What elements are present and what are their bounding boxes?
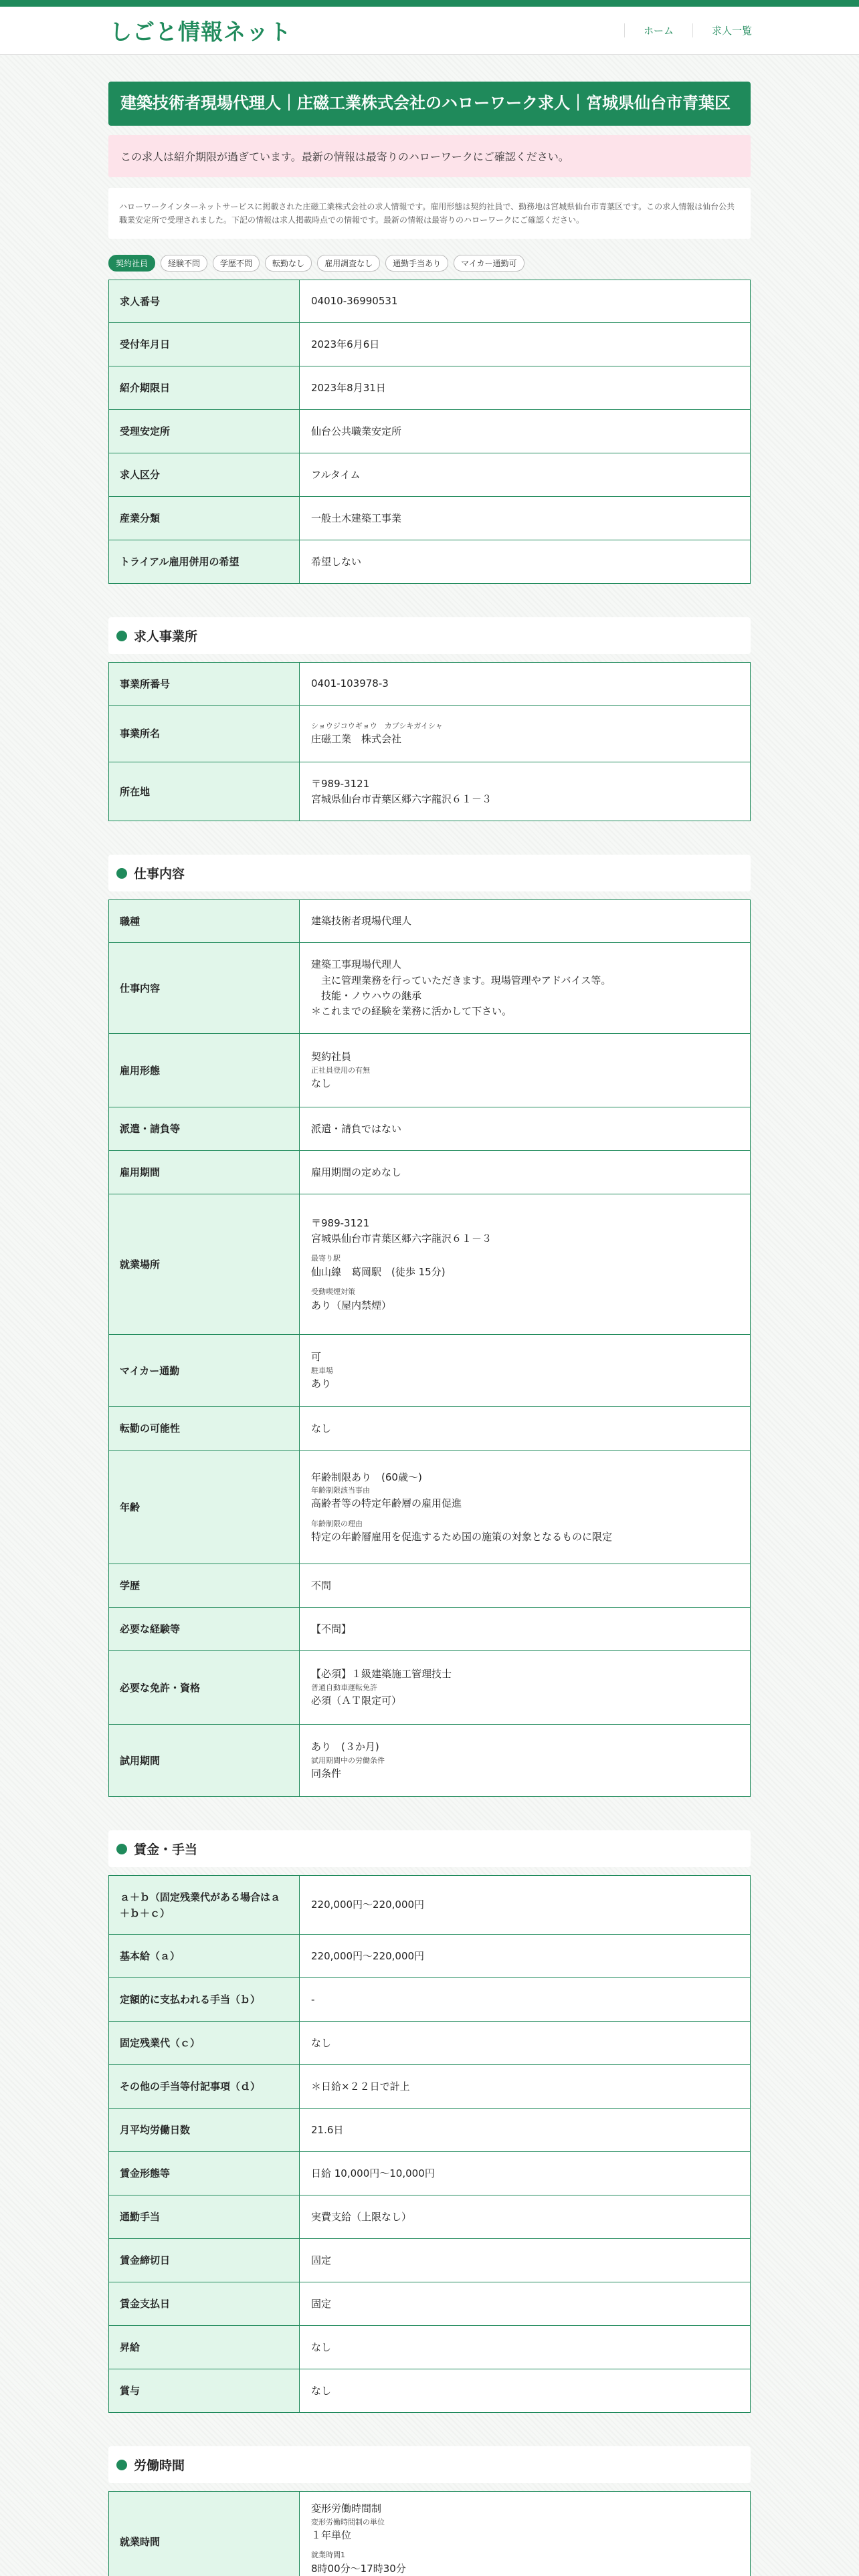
basic-info-table bbox=[108, 280, 751, 584]
row-value: なし bbox=[300, 2326, 751, 2369]
table-row bbox=[109, 663, 751, 706]
row-value: 実費支給（上限なし） bbox=[300, 2195, 751, 2239]
table-row bbox=[109, 2022, 751, 2065]
row-value bbox=[300, 2492, 751, 2576]
row-label: 賃金支払日 bbox=[109, 2282, 300, 2326]
sub-label: 年齢制限の理由 bbox=[311, 1519, 363, 1528]
row-label: 職種 bbox=[109, 900, 300, 943]
row-value: 不問 bbox=[300, 1564, 751, 1608]
place-zip: 〒989-3121 bbox=[311, 1216, 370, 1229]
table-row bbox=[109, 1876, 751, 1935]
bullet-dot-icon bbox=[116, 868, 127, 879]
row-label: 就業時間 bbox=[109, 2492, 300, 2576]
row-label: 賃金締切日 bbox=[109, 2239, 300, 2282]
driver-license: 必須（ＡＴ限定可） bbox=[311, 1695, 402, 1707]
row-label: トライアル雇用併用の希望 bbox=[109, 540, 300, 584]
row-label: ａ＋ｂ（固定残業代がある場合はａ＋ｂ＋ｃ） bbox=[109, 1876, 300, 1935]
tag-no-transfer: 転勤なし bbox=[265, 255, 312, 272]
table-row bbox=[109, 943, 751, 1034]
employment-type: 契約社員 bbox=[311, 1051, 352, 1063]
table-row bbox=[109, 1034, 751, 1107]
row-value: 派遣・請負ではない bbox=[300, 1107, 751, 1151]
nearest-station: 仙山線 葛岡駅 (徒歩 15分) bbox=[311, 1265, 446, 1278]
table-row bbox=[109, 1978, 751, 2022]
row-label: 産業分類 bbox=[109, 497, 300, 540]
job-table bbox=[108, 899, 751, 1797]
table-row bbox=[109, 540, 751, 584]
age-case: 高齢者等の特定年齢層の雇用促進 bbox=[311, 1497, 462, 1510]
tag-no-survey: 雇用調査なし bbox=[317, 255, 380, 272]
section-title: 求人事業所 bbox=[134, 629, 198, 645]
table-row bbox=[109, 2109, 751, 2152]
row-value: 220,000円〜220,000円 bbox=[300, 1876, 751, 1935]
table-row bbox=[109, 1335, 751, 1407]
row-value: - bbox=[300, 1978, 751, 2022]
row-value: 固定 bbox=[300, 2239, 751, 2282]
office-name: 庄磁工業 株式会社 bbox=[311, 733, 402, 745]
row-label: 昇給 bbox=[109, 2326, 300, 2369]
row-value: 220,000円〜220,000円 bbox=[300, 1935, 751, 1978]
row-label: マイカー通勤 bbox=[109, 1335, 300, 1407]
section-title: 賃金・手当 bbox=[134, 1842, 198, 1858]
table-row bbox=[109, 1651, 751, 1725]
age-reason: 特定の年齢層雇用を促進するため国の施策の対象となるものに限定 bbox=[311, 1531, 613, 1543]
row-value: なし bbox=[300, 1407, 751, 1451]
table-row bbox=[109, 1451, 751, 1564]
hours-unit: １年単位 bbox=[311, 2529, 352, 2542]
table-row bbox=[109, 2239, 751, 2282]
row-value: 日給 10,000円〜10,000円 bbox=[300, 2152, 751, 2195]
row-label: 就業場所 bbox=[109, 1194, 300, 1335]
row-label: 派遣・請負等 bbox=[109, 1107, 300, 1151]
smoking-policy: あり（屋内禁煙） bbox=[311, 1299, 392, 1311]
job-description-summary: ハローワークインターネットサービスに掲載された庄磁工業株式会社の求人情報です。雇用形態は契約社員で、勤務地は宮城県仙台市青葉区です。この求人情報は仙台公共職業安定所で受理されました。下記の情報は求人掲載時点での情報です。最新の情報は最寄りのハローワークにご確認ください。 bbox=[108, 188, 751, 239]
sub-label: 変形労働時間制の単位 bbox=[311, 2517, 385, 2527]
main-content bbox=[108, 55, 751, 2576]
table-row bbox=[109, 1107, 751, 1151]
section-hours-heading bbox=[108, 2446, 751, 2483]
row-label: 月平均労働日数 bbox=[109, 2109, 300, 2152]
office-address: 宮城県仙台市青葉区郷六字龍沢６１－３ bbox=[311, 792, 492, 805]
row-label: 事業所名 bbox=[109, 706, 300, 762]
section-wage-heading bbox=[108, 1830, 751, 1867]
row-label: 固定残業代（ｃ） bbox=[109, 2022, 300, 2065]
row-value bbox=[300, 1651, 751, 1725]
section-office-heading bbox=[108, 617, 751, 654]
table-row bbox=[109, 453, 751, 497]
row-value bbox=[300, 1725, 751, 1797]
row-value: 希望しない bbox=[300, 540, 751, 584]
row-label: 所在地 bbox=[109, 762, 300, 821]
sub-label: 年齢制限該当事由 bbox=[311, 1485, 370, 1495]
row-label: その他の手当等付記事項（ｄ） bbox=[109, 2065, 300, 2109]
table-row bbox=[109, 497, 751, 540]
sub-label: 試用期間中の労働条件 bbox=[311, 1755, 385, 1765]
hours-time: 8時00分〜17時30分 bbox=[311, 2562, 406, 2575]
row-value: 建築工事現場代理人 主に管理業務を行っていただきます。現場管理やアドバイス等。 技能・ノウハウの継承 ＊これまでの経験を業務に活かして下さい。 bbox=[300, 943, 751, 1034]
office-zip: 〒989-3121 bbox=[311, 777, 370, 790]
header-nav bbox=[624, 23, 752, 37]
parking: あり bbox=[311, 1378, 332, 1390]
row-label: 受付年月日 bbox=[109, 323, 300, 366]
row-value: 2023年8月31日 bbox=[300, 366, 751, 410]
table-row bbox=[109, 323, 751, 366]
row-label: 転勤の可能性 bbox=[109, 1407, 300, 1451]
site-logo[interactable]: しごと情報ネット bbox=[110, 19, 292, 45]
row-label: 試用期間 bbox=[109, 1725, 300, 1797]
section-job-heading bbox=[108, 855, 751, 891]
tag-commute-allowance: 通勤手当あり bbox=[385, 255, 448, 272]
row-label: 学歴 bbox=[109, 1564, 300, 1608]
table-row bbox=[109, 2152, 751, 2195]
required-license: 【必須】１級建築施工管理技士 bbox=[311, 1668, 452, 1681]
table-row bbox=[109, 1407, 751, 1451]
wage-table bbox=[108, 1875, 751, 2413]
row-label: 仕事内容 bbox=[109, 943, 300, 1034]
table-row bbox=[109, 280, 751, 323]
row-label: 賃金形態等 bbox=[109, 2152, 300, 2195]
row-label: 必要な経験等 bbox=[109, 1608, 300, 1651]
bullet-dot-icon bbox=[116, 631, 127, 641]
bullet-dot-icon bbox=[116, 1844, 127, 1854]
table-row bbox=[109, 2492, 751, 2576]
age-limit: 年齢制限あり (60歳〜) bbox=[311, 1471, 422, 1483]
table-row bbox=[109, 1194, 751, 1335]
nav-job-list-link[interactable]: 求人一覧 bbox=[692, 23, 752, 37]
table-row bbox=[109, 410, 751, 453]
row-value: フルタイム bbox=[300, 453, 751, 497]
row-value: 【不問】 bbox=[300, 1608, 751, 1651]
row-label: 必要な免許・資格 bbox=[109, 1651, 300, 1725]
row-value: 21.6日 bbox=[300, 2109, 751, 2152]
row-value bbox=[300, 1194, 751, 1335]
tag-car-commute: マイカー通勤可 bbox=[454, 255, 524, 272]
row-label: 基本給（ａ） bbox=[109, 1935, 300, 1978]
table-row bbox=[109, 2282, 751, 2326]
row-label: 求人番号 bbox=[109, 280, 300, 323]
row-label: 通勤手当 bbox=[109, 2195, 300, 2239]
sub-label: 最寄り駅 bbox=[311, 1254, 341, 1263]
row-value: 固定 bbox=[300, 2282, 751, 2326]
row-label: 事業所番号 bbox=[109, 663, 300, 706]
row-value: なし bbox=[300, 2022, 751, 2065]
row-value: 仙台公共職業安定所 bbox=[300, 410, 751, 453]
sub-label: 駐車場 bbox=[311, 1366, 333, 1375]
row-label: 年齢 bbox=[109, 1451, 300, 1564]
regular-conversion: なし bbox=[311, 1077, 332, 1090]
row-value: 2023年6月6日 bbox=[300, 323, 751, 366]
section-title: 労働時間 bbox=[134, 2458, 185, 2474]
row-label: 雇用形態 bbox=[109, 1034, 300, 1107]
page-title: 建築技術者現場代理人｜庄磁工業株式会社のハローワーク求人｜宮城県仙台市青葉区 bbox=[108, 82, 751, 126]
trial-condition: 同条件 bbox=[311, 1767, 342, 1780]
office-table bbox=[108, 662, 751, 821]
table-row bbox=[109, 1608, 751, 1651]
row-label: 求人区分 bbox=[109, 453, 300, 497]
bullet-dot-icon bbox=[116, 2460, 127, 2470]
row-label: 定額的に支払われる手当（ｂ） bbox=[109, 1978, 300, 2022]
table-row bbox=[109, 366, 751, 410]
table-row bbox=[109, 2195, 751, 2239]
table-row bbox=[109, 1725, 751, 1797]
row-label: 賞与 bbox=[109, 2369, 300, 2413]
row-value: 04010-36990531 bbox=[300, 280, 751, 323]
row-value: 建築技術者現場代理人 bbox=[300, 900, 751, 943]
row-value bbox=[300, 1335, 751, 1407]
hours-type: 変形労働時間制 bbox=[311, 2502, 382, 2515]
table-row bbox=[109, 1151, 751, 1194]
table-row bbox=[109, 706, 751, 762]
row-label: 紹介期限日 bbox=[109, 366, 300, 410]
row-value: なし bbox=[300, 2369, 751, 2413]
top-accent-bar bbox=[0, 0, 859, 7]
sub-label: 正社員登用の有無 bbox=[311, 1065, 370, 1075]
row-value bbox=[300, 1034, 751, 1107]
tag-list bbox=[108, 255, 751, 272]
row-value bbox=[300, 762, 751, 821]
row-value: 一般土木建築工事業 bbox=[300, 497, 751, 540]
table-row bbox=[109, 2065, 751, 2109]
expired-notice: この求人は紹介期限が過ぎています。最新の情報は最寄りのハローワークにご確認ください。 bbox=[108, 135, 751, 177]
car-commute: 可 bbox=[311, 1351, 322, 1364]
place-address: 宮城県仙台市青葉区郷六字龍沢６１－３ bbox=[311, 1232, 492, 1245]
tag-no-experience: 経験不問 bbox=[161, 255, 207, 272]
site-header bbox=[0, 7, 859, 55]
table-row bbox=[109, 762, 751, 821]
tag-no-education: 学歴不問 bbox=[213, 255, 260, 272]
sub-label: 普通自動車運転免許 bbox=[311, 1683, 377, 1692]
row-label: 受理安定所 bbox=[109, 410, 300, 453]
row-label: 雇用期間 bbox=[109, 1151, 300, 1194]
row-value: 0401-103978-3 bbox=[300, 663, 751, 706]
office-name-kana: ショウジコウギョウ カブシキガイシャ bbox=[311, 721, 443, 730]
row-value bbox=[300, 1451, 751, 1564]
row-value: 雇用期間の定めなし bbox=[300, 1151, 751, 1194]
table-row bbox=[109, 1564, 751, 1608]
tag-contract: 契約社員 bbox=[108, 255, 155, 272]
trial-period: あり (３か月) bbox=[311, 1741, 379, 1753]
sub-label: 受動喫煙対策 bbox=[311, 1287, 355, 1297]
table-row bbox=[109, 2326, 751, 2369]
section-title: 仕事内容 bbox=[134, 867, 185, 882]
sub-label: 就業時間1 bbox=[311, 2551, 345, 2560]
row-value: ＊日給×２２日で計上 bbox=[300, 2065, 751, 2109]
table-row bbox=[109, 900, 751, 943]
table-row bbox=[109, 1935, 751, 1978]
row-value bbox=[300, 706, 751, 762]
table-row bbox=[109, 2369, 751, 2413]
hours-table bbox=[108, 2491, 751, 2576]
nav-home-link[interactable]: ホーム bbox=[624, 23, 692, 37]
